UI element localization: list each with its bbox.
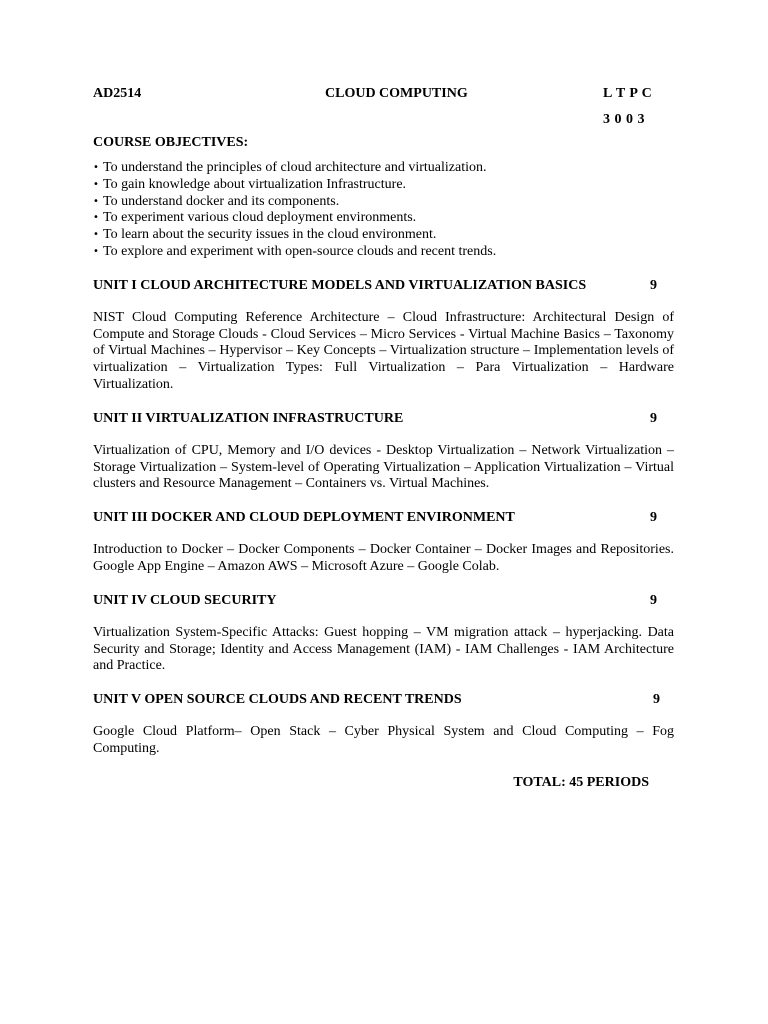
bullet-icon: • xyxy=(93,245,99,257)
bullet-icon: • xyxy=(93,212,99,224)
objectives-heading: COURSE OBJECTIVES: xyxy=(93,135,249,150)
course-code: AD2514 xyxy=(93,86,142,101)
list-item xyxy=(93,194,674,211)
course-header xyxy=(93,86,674,108)
unit-hours: 9 xyxy=(650,592,657,608)
objectives-list xyxy=(93,160,674,261)
unit-hours: 9 xyxy=(650,510,657,526)
unit-description: Virtualization of CPU, Memory and I/O devices - Desktop Virtualization – Network Virtualization – Storage Virtualization – System-level of Operating Virtualization – Application Virtualization – Virtual clusters and Resource Management – Containers vs. Virtual Machines. xyxy=(93,442,674,492)
list-item xyxy=(93,210,674,227)
bullet-icon: • xyxy=(93,195,99,207)
list-item xyxy=(93,160,674,177)
unit-title: UNIT I CLOUD ARCHITECTURE MODELS AND VIRTUALIZATION BASICS xyxy=(93,277,587,293)
list-item xyxy=(93,177,674,194)
objective-text: To explore and experiment with open-source clouds and recent trends. xyxy=(103,243,497,259)
credits-row xyxy=(93,108,674,134)
course-credits: 3 0 0 3 xyxy=(603,112,645,127)
syllabus-page xyxy=(93,86,674,792)
objective-text: To understand the principles of cloud architecture and virtualization. xyxy=(103,160,487,175)
unit-hours: 9 xyxy=(653,692,660,708)
unit-description: Virtualization System-Specific Attacks: Guest hopping – VM migration attack – hyperjacking. Data Security and Storage; Identity and Access Management (IAM) - IAM Challenges - IAM Architecture and Practice. xyxy=(93,624,674,674)
objective-text: To experiment various cloud deployment environments. xyxy=(103,210,417,226)
unit-heading xyxy=(93,592,674,610)
unit-2 xyxy=(93,410,674,493)
unit-title: UNIT II VIRTUALIZATION INFRASTRUCTURE xyxy=(93,410,404,426)
unit-description: NIST Cloud Computing Reference Architecture – Cloud Infrastructure: Architectural Design of Compute and Storage Clouds - Cloud Services – Micro Services - Virtual Machine Basics – Taxonomy of Virtual Machines – Hypervisor – Key Concepts – Virtualization structure – Implementation levels of virtualization – Virtualization Types: Full Virtualization – Para Virtualization – Hardware Virtualization. xyxy=(93,309,674,392)
unit-heading xyxy=(93,277,674,295)
bullet-icon: • xyxy=(93,229,99,241)
unit-hours: 9 xyxy=(650,277,657,293)
list-item xyxy=(93,244,674,261)
unit-3 xyxy=(93,509,674,576)
objective-text: To understand docker and its components. xyxy=(103,193,340,209)
objective-text: To learn about the security issues in the cloud environment. xyxy=(103,227,437,243)
unit-heading xyxy=(93,691,674,709)
bullet-icon: • xyxy=(93,162,99,173)
unit-1 xyxy=(93,277,674,394)
unit-5 xyxy=(93,691,674,758)
unit-4 xyxy=(93,592,674,675)
unit-title: UNIT V OPEN SOURCE CLOUDS AND RECENT TRENDS xyxy=(93,692,462,708)
list-item xyxy=(93,227,674,244)
unit-description: Google Cloud Platform– Open Stack – Cyber Physical System and Cloud Computing – Fog Computing. xyxy=(93,724,674,756)
total-periods: TOTAL: 45 PERIODS xyxy=(513,774,649,790)
unit-heading xyxy=(93,410,674,428)
objective-text: To gain knowledge about virtualization Infrastructure. xyxy=(103,176,407,192)
unit-heading xyxy=(93,509,674,527)
unit-title: UNIT IV CLOUD SECURITY xyxy=(93,592,277,608)
unit-hours: 9 xyxy=(650,410,657,426)
unit-description: Introduction to Docker – Docker Components – Docker Container – Docker Images and Repositories. Google App Engine – Amazon AWS – Microsoft Azure – Google Colab. xyxy=(93,542,674,574)
bullet-icon: • xyxy=(93,178,99,190)
unit-title: UNIT III DOCKER AND CLOUD DEPLOYMENT ENVIRONMENT xyxy=(93,510,515,526)
course-title: CLOUD COMPUTING xyxy=(325,86,468,101)
ltpc-label: L T P C xyxy=(603,86,653,101)
